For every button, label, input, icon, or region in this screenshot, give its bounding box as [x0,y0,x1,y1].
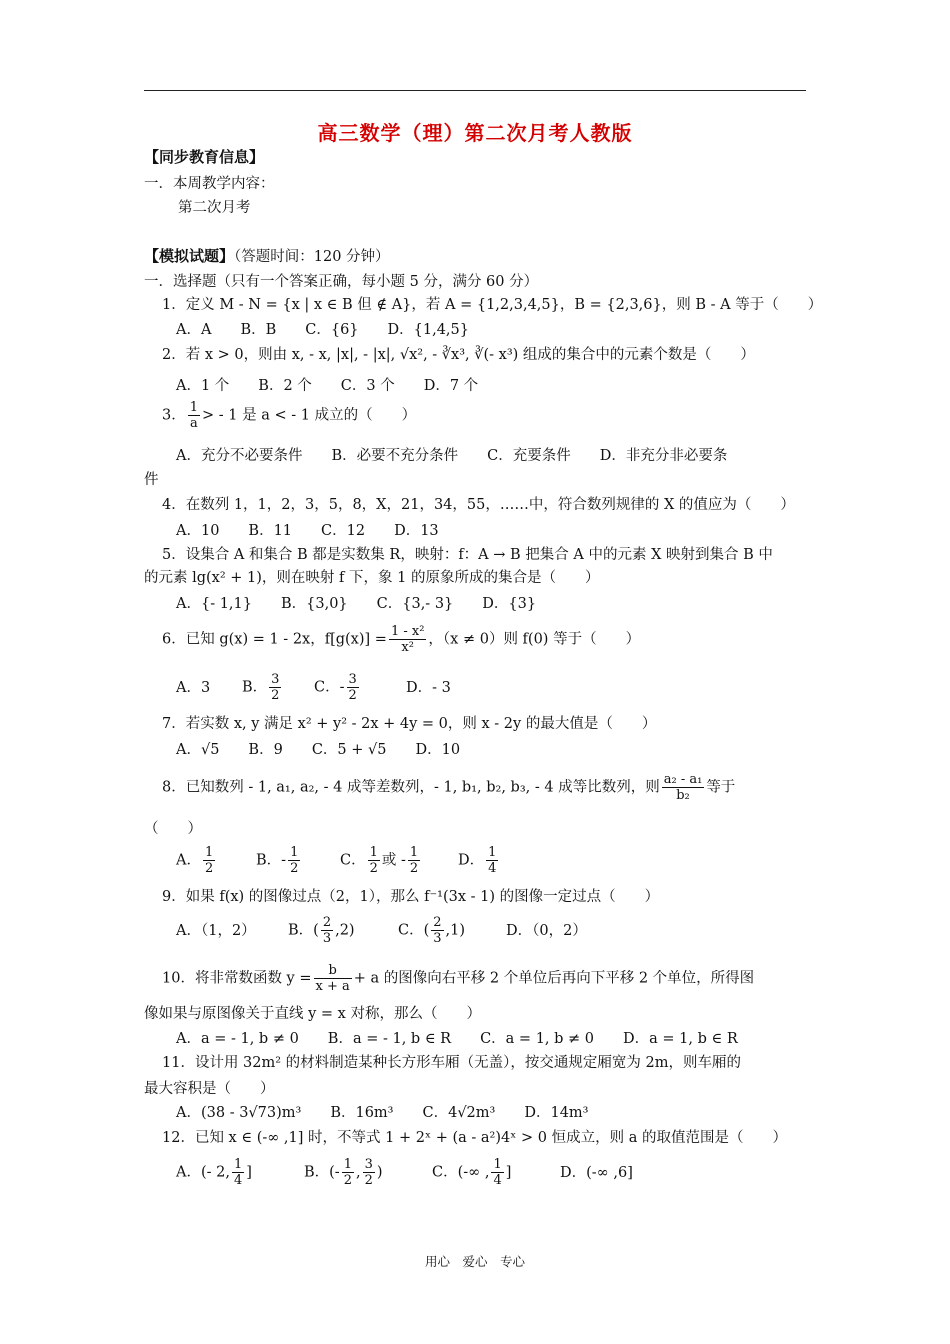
fraction-numerator: 1 [369,845,378,860]
fraction [363,1157,375,1188]
option-d: D．- 3 [406,679,451,696]
question-8-paren: （ ） [144,821,202,837]
fraction [188,400,200,431]
fraction-denominator: x² [401,640,414,655]
fraction-denominator: b₂ [676,788,690,803]
fraction-numerator: 1 [189,400,199,415]
fraction-numerator: b [314,963,352,979]
option-a [176,845,256,876]
teaching-content-value: 第二次月考 [178,200,251,216]
option-d-label: D． [458,852,485,869]
fraction [431,915,443,946]
question-7: 7．若实数 x, y 满足 x² + y² - 2x + 4y = 0，则 x - 2y 的最大值是（ ） [162,716,657,732]
question-8-text-a: 8．已知数列 - 1, a₁, a₂, - 4 成等差数列，- 1, b₁, b₂, b₃, - 4 成等比数列，则 [162,779,660,796]
option-b-label: B．- [256,852,287,869]
question-3 [162,400,416,431]
question-5-line-2: 的元素 lg(x² + 1)，则在映射 f 下，象 1 的原象所成的集合是（ ） [144,570,600,586]
fraction-numerator: a₂ - a₁ [663,772,703,787]
option-b [242,672,314,703]
fraction-numerator: 1 [488,845,497,860]
fraction-numerator: 3 [364,1157,373,1172]
fraction-denominator: 2 [369,861,378,876]
question-3-number: 3． [162,407,186,424]
page-title: 高三数学（理）第二次月考人教版 [317,121,633,145]
option-b [288,915,398,946]
fraction-denominator: 4 [488,861,497,876]
question-9: 9．如果 f(x) 的图像过点（2，1），那么 f⁻¹(3x - 1) 的图像一定过点（ ） [162,889,660,905]
fraction-numerator: 2 [433,915,442,930]
fraction [662,772,705,803]
question-10-options: A．a = - 1, b ≠ 0 B．a = - 1, b ∈ R C．a = 1, b ≠ 0 D．a = 1, b ∈ R [176,1031,738,1047]
question-12-options [176,1157,633,1188]
time-note: （答题时间：120 分钟） [234,249,390,265]
fraction [321,915,333,946]
option-b-rest: ) [376,1164,383,1181]
fraction-denominator: a [189,416,198,431]
question-6 [162,624,640,655]
fraction [491,1157,503,1188]
fraction-denominator: 3 [322,931,332,946]
option-c-rest: ] [505,1164,512,1181]
option-c-label: C．( [398,922,430,939]
option-a-label: A． [176,852,201,869]
fraction [232,1157,244,1188]
fraction-denominator: 4 [233,1173,243,1188]
question-1-options: A．A B．B C．{6} D．{1,4,5} [176,322,469,338]
fraction-numerator: 1 [233,1157,243,1172]
option-a [176,1157,304,1188]
fraction-numerator: 1 [409,845,419,860]
option-d: D．(-∞ ,6] [560,1164,633,1181]
fraction [368,845,380,876]
fraction [269,672,281,703]
fraction-numerator: 2 [322,915,332,930]
question-3-options-wrap: 件 [144,472,159,488]
fraction-denominator: 2 [348,688,357,703]
fraction-denominator: 2 [271,688,280,703]
fraction-denominator: 2 [409,861,419,876]
question-7-options: A．√5 B．9 C．5 + √5 D．10 [176,742,461,758]
option-a: A．（1，2） [176,922,256,939]
fraction-denominator: 2 [364,1173,373,1188]
fraction [288,845,300,876]
question-1: 1．定义 M - N = {x | x ∈ B 但 ∉ A}，若 A = {1,2,3,4,5}，B = {2,3,6}，则 B - A 等于（ ） [162,297,823,313]
option-c-label: C．(-∞ , [432,1164,490,1181]
option-c [432,1157,560,1188]
fraction [347,672,359,703]
fraction [408,845,420,876]
fraction [203,845,215,876]
fraction-numerator: 1 - x² [390,624,425,639]
question-4-options: A．10 B．11 C．12 D．13 [176,523,439,539]
question-6-text-a: 6．已知 g(x) = 1 - 2x，f[g(x)] = [162,631,387,648]
option-b-label: B．(- [304,1164,340,1181]
option-c-label: C． [340,852,366,869]
option-d [458,845,500,876]
fraction-numerator: 3 [271,672,280,687]
question-3-text: > - 1 是 a < - 1 成立的（ ） [202,407,417,424]
question-5-options: A．{- 1,1} B．{3,0} C．{3,- 3} D．{3} [176,596,537,612]
option-c [314,672,406,703]
fraction [486,845,498,876]
option-d: D．（0，2） [506,922,587,939]
fraction [314,963,352,994]
fraction [389,624,426,655]
option-a-label: A．(- 2, [176,1164,230,1181]
option-a-rest: ] [246,1164,252,1181]
fraction-numerator: 1 [290,845,299,860]
option-b-label: B．( [288,922,319,939]
question-11-options: A．(38 - 3√73)m³ B．16m³ C．4√2m³ D．14m³ [176,1105,589,1121]
option-c [398,915,506,946]
mock-exam-heading [144,247,390,266]
question-6-text-b: ，（x ≠ 0）则 f(0) 等于（ ） [428,631,641,648]
question-6-options [176,672,451,703]
option-a: A．3 [176,679,211,696]
question-11: 11．设计用 32m² 的材料制造某种长方形车厢（无盖），按交通规定厢宽为 2m，则车厢的 [162,1055,742,1071]
option-c-or: 或 - [381,852,406,869]
question-8-options [176,845,500,876]
question-3-options: A．充分不必要条件 B．必要不充分条件 C．充要条件 D．非充分非必要条 [176,448,728,464]
fraction-denominator: x + a [315,979,350,994]
fraction-numerator: 1 [204,845,214,860]
header-rule [144,90,806,91]
section-heading-sync: 【同步教育信息】 [144,148,265,166]
teaching-content-label: 一．本周教学内容： [144,176,275,192]
question-8-text-b: 等于 [706,779,736,796]
question-11-line-2: 最大容积是（ ） [144,1081,275,1097]
question-2-options: A．1 个 B．2 个 C．3 个 D．7 个 [176,378,479,394]
option-b-rest: ,2) [335,922,355,939]
option-b-comma: , [356,1164,361,1181]
question-10-line-2: 像如果与原图像关于直线 y = x 对称，那么（ ） [144,1006,481,1022]
option-b [256,845,340,876]
option-c-rest: ,1) [445,922,466,939]
question-8 [162,772,735,803]
fraction-numerator: 1 [493,1157,502,1172]
question-5: 5．设集合 A 和集合 B 都是实数集 R，映射：f：A → B 把集合 A 中的元素 X 映射到集合 B 中 [162,547,773,563]
option-b [304,1157,432,1188]
question-10-text-b: + a 的图像向右平移 2 个单位后再向下平移 2 个单位，所得图 [353,970,755,987]
question-10-text-a: 10．将非常数函数 y = [162,970,312,987]
fraction-numerator: 3 [348,672,357,687]
part-title: 一．选择题（只有一个答案正确，每小题 5 分，满分 60 分） [144,274,539,290]
option-b-label: B． [242,679,268,696]
fraction [342,1157,354,1188]
fraction-denominator: 2 [343,1173,352,1188]
fraction-numerator: 1 [343,1157,352,1172]
fraction-denominator: 2 [204,861,214,876]
question-9-options [176,915,587,946]
mock-exam-title: 【模拟试题】 [144,247,235,265]
question-12: 12．已知 x ∈ (-∞ ,1] 时，不等式 1 + 2ˣ + (a - a²)4ˣ > 0 恒成立，则 a 的取值范围是（ ） [162,1130,787,1146]
page-footer: 用心 爱心 专心 [424,1254,525,1269]
question-4: 4．在数列 1，1，2，3，5，8，X，21，34，55，……中，符合数列规律的 X 的值应为（ ） [162,497,795,513]
question-10 [162,963,754,994]
option-c [340,845,458,876]
fraction-denominator: 4 [493,1173,502,1188]
question-2: 2．若 x > 0，则由 x, - x, |x|, - |x|, √x², - ∛x³, ∛(- x³) 组成的集合中的元素个数是（ ） [162,347,755,363]
fraction-denominator: 3 [433,931,442,946]
option-c-label: C．- [314,679,345,696]
fraction-denominator: 2 [290,861,299,876]
